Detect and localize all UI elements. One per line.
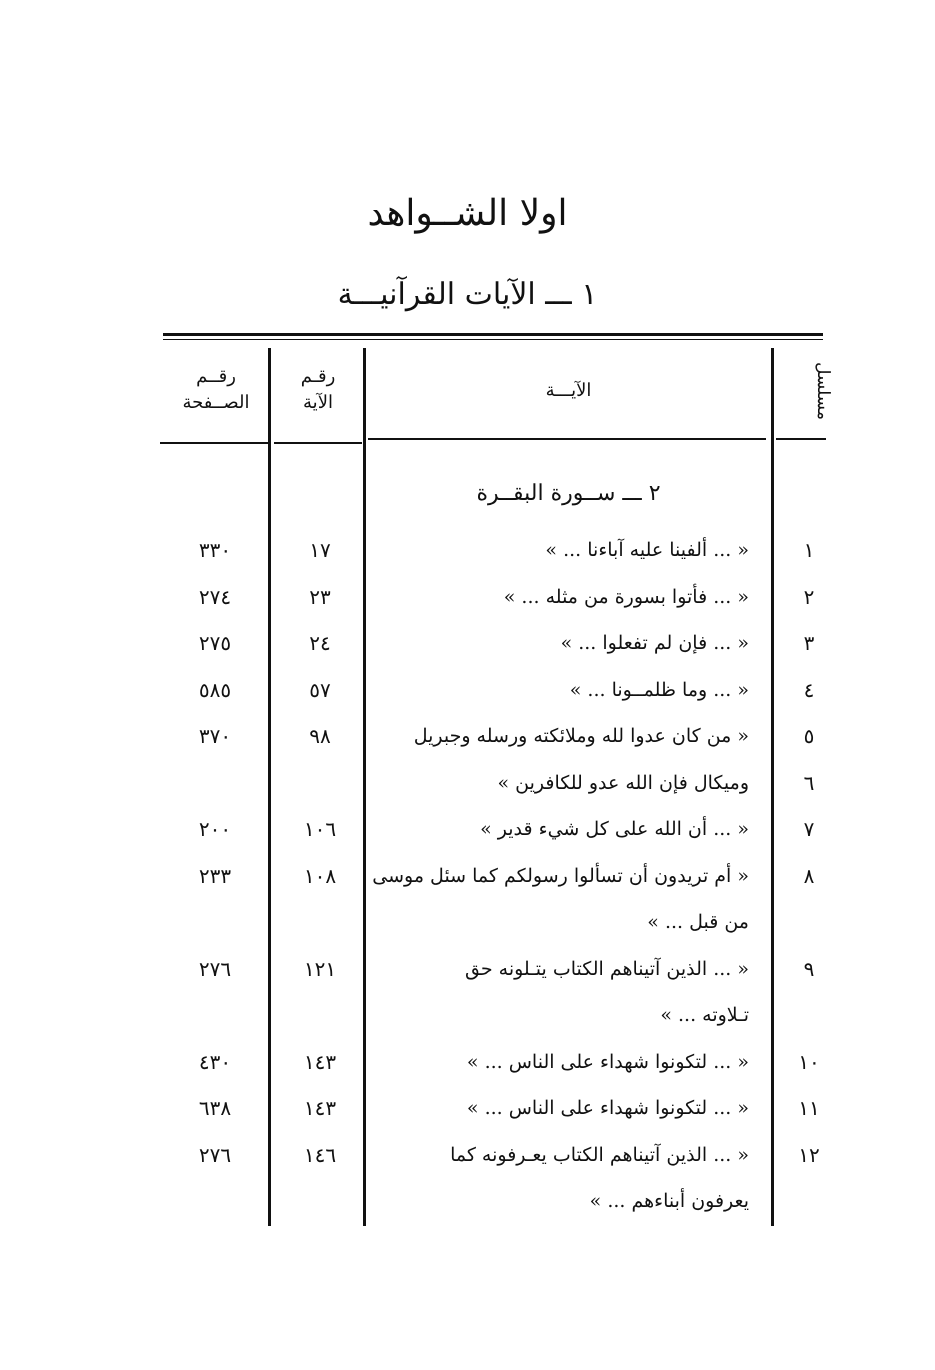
section-title: ١ ـــ الآيات القرآنيـــة	[337, 277, 598, 312]
column-header-serial: مسلسل	[813, 362, 833, 420]
verse-number: ٩٨	[309, 724, 331, 748]
verse-text: « ... وما ظلمــونا ... »	[569, 678, 749, 701]
verse-number: ١٠٦	[303, 817, 337, 841]
serial-number: ٤	[803, 677, 815, 702]
verse-number: ١٠٨	[303, 863, 337, 888]
column-divider	[771, 348, 774, 1226]
column-header-verse: الآيـــة	[545, 380, 592, 401]
verse-text: « ... ألفينا عليه آباءنا ... »	[545, 539, 749, 561]
page-number: ٢٧٥	[198, 631, 232, 655]
page-number: ٢٣٣	[198, 863, 232, 888]
serial-number: ١٢	[798, 1142, 820, 1167]
header-top-rule	[163, 333, 823, 336]
verse-text: « ... فإن لم تفعلوا ... »	[560, 632, 749, 654]
header-bottom-rule	[160, 442, 268, 444]
verse-text: يعرفون أبناءهم ... »	[589, 1190, 749, 1212]
verse-text: « أم تريدون أن تسألوا رسولكم كما سئل موسى	[372, 864, 749, 887]
verse-number: ١٤٦	[303, 1142, 337, 1167]
column-header-page-number	[163, 364, 269, 416]
header-top-rule-inner	[163, 339, 823, 340]
verse-text: « ... الذين آتيناهم الكتاب يعـرفونه كما	[450, 1143, 749, 1166]
column-header-page-number-top: رقــم	[196, 366, 236, 387]
column-header-verse-number	[272, 364, 364, 416]
verse-text: « ... لتكونوا شهداء على الناس ... »	[466, 1050, 749, 1073]
verse-text: وميكال فإن الله عدو للكافرين »	[497, 771, 749, 794]
serial-number: ٨	[803, 863, 815, 888]
page-number: ٢٠٠	[198, 817, 232, 841]
page-number: ٤٣٠	[198, 1049, 232, 1074]
serial-number: ١٠	[798, 1049, 820, 1074]
verse-number: ١٧	[309, 538, 331, 562]
page-number: ٢٧٤	[198, 584, 232, 609]
surah-heading: ٢ ـــ ســورة البقــرة	[476, 481, 661, 506]
verse-number: ٥٧	[309, 677, 331, 702]
page-number: ٢٧٦	[198, 956, 232, 981]
page-number: ٦٣٨	[198, 1096, 232, 1120]
verse-number: ٢٤	[309, 631, 331, 655]
verse-text: « ... أن الله على كل شيء قدير »	[480, 818, 749, 840]
header-bottom-rule	[368, 438, 766, 440]
page-number: ٣٣٠	[198, 538, 232, 562]
verse-number: ٢٣	[309, 584, 331, 609]
page-number: ٢٧٦	[198, 1142, 232, 1167]
page-number: ٥٨٥	[198, 677, 232, 702]
verse-number: ١٤٣	[303, 1049, 337, 1074]
serial-number: ١١	[798, 1096, 820, 1120]
verse-text: « ... لتكونوا شهداء على الناس ... »	[466, 1097, 749, 1119]
verse-number: ١٤٣	[303, 1096, 337, 1120]
verse-text: تـلاوته ... »	[660, 1004, 749, 1026]
column-header-verse-number-bottom: الآية	[303, 392, 333, 413]
header-bottom-rule	[274, 442, 362, 444]
column-header-page-number-bottom: الصــفحة	[182, 392, 250, 413]
serial-number: ٩	[803, 956, 815, 981]
serial-number: ٥	[803, 724, 815, 748]
serial-number: ٦	[803, 770, 815, 795]
column-header-verse-number-top: رقـم	[300, 366, 336, 387]
serial-number: ٢	[803, 584, 815, 609]
serial-number: ٧	[803, 817, 815, 841]
verse-number: ١٢١	[303, 956, 337, 981]
verse-text: « ... فأتوا بسورة من مثله ... »	[503, 585, 749, 608]
serial-number: ١	[803, 538, 815, 562]
serial-number: ٣	[803, 631, 815, 655]
page-number: ٣٧٠	[198, 724, 232, 748]
verse-text: من قبل ... »	[647, 911, 749, 933]
verse-text: « ... الذين آتيناهم الكتاب يتـلونه حق	[465, 957, 749, 980]
page-title: اولا الشــواهد	[367, 193, 568, 234]
header-bottom-rule	[776, 438, 826, 440]
verse-text: « من كان عدوا لله وملائكته ورسله وجبريل	[413, 725, 749, 747]
